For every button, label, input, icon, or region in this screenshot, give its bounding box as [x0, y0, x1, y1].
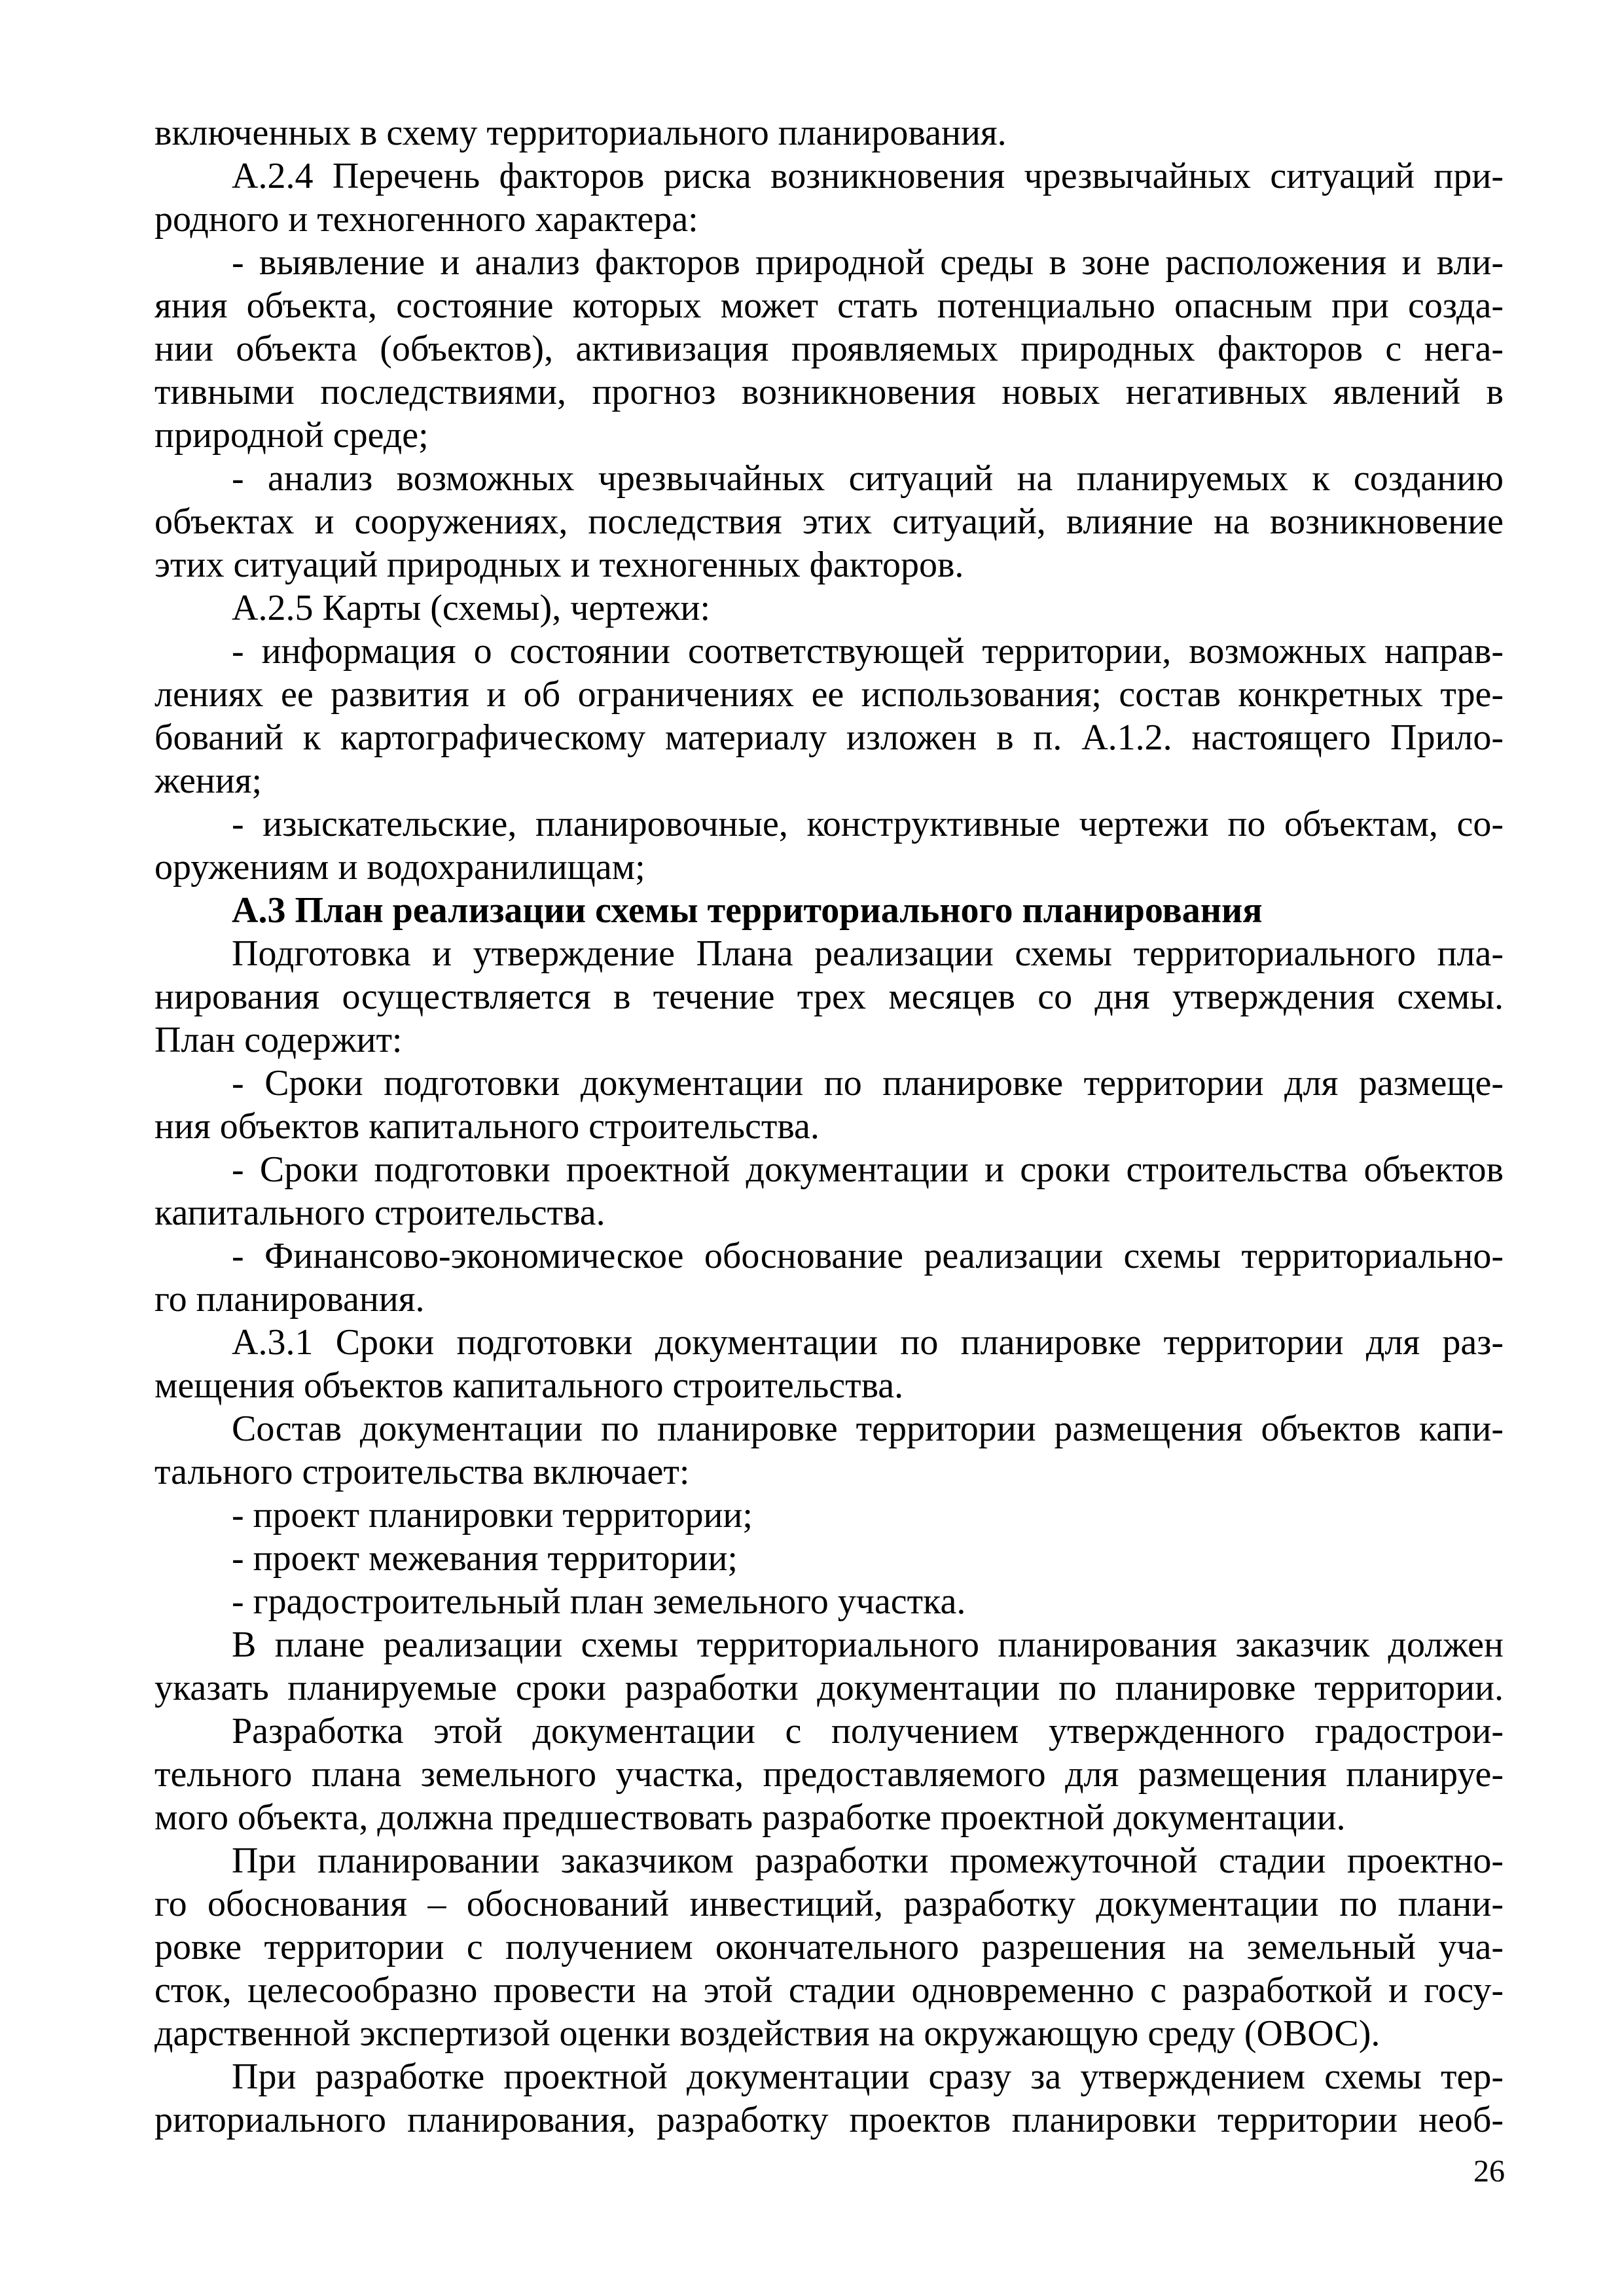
document-page	[154, 111, 1504, 2142]
text-line: яния объекта, состояние которых может стать потенциально опасным при созда-	[154, 285, 1504, 326]
text-line: риториального планирования, разработку проектов планировки территории необ-	[154, 2100, 1504, 2140]
text-line: сток, целесообразно провести на этой стадии одновременно с разработкой и госу-	[154, 1970, 1504, 2011]
text-line: - Сроки подготовки проектной документации и сроки строительства объектов	[232, 1149, 1504, 1190]
text-line: - Финансово-экономическое обоснование реализации схемы территориально-	[232, 1236, 1504, 1276]
text-line: включенных в схему территориального планирования.	[154, 113, 1007, 153]
text-line: - выявление и анализ факторов природной среды в зоне расположения и вли-	[232, 242, 1504, 283]
text-line: В плане реализации схемы территориального планирования заказчик должен	[232, 1624, 1504, 1665]
text-line: родного и техногенного характера:	[154, 199, 698, 240]
text-line: этих ситуаций природных и техногенных факторов.	[154, 545, 964, 585]
text-line: - анализ возможных чрезвычайных ситуаций на планируемых к созданию	[232, 458, 1504, 499]
text-line: А.2.5 Карты (схемы), чертежи:	[232, 588, 711, 628]
text-line: капитального строительства.	[154, 1193, 605, 1233]
page-number: 26	[1473, 2154, 1505, 2189]
text-line: дарственной экспертизой оценки воздействия на окружающую среду (ОВОС).	[154, 2013, 1380, 2054]
text-line: го обоснования – обоснований инвестиций, разработку документации по плани-	[154, 1884, 1504, 1924]
text-line: - информация о состоянии соответствующей территории, возможных направ-	[232, 631, 1504, 672]
text-line: План содержит:	[154, 1020, 403, 1060]
text-line: Подготовка и утверждение Плана реализации схемы территориального пла-	[232, 933, 1504, 974]
text-line: - изыскательские, планировочные, конструктивные чертежи по объектам, со-	[232, 804, 1504, 844]
text-line: го планирования.	[154, 1279, 425, 1319]
text-line: А.3.1 Сроки подготовки документации по планировке территории для раз-	[232, 1322, 1504, 1363]
list-item: - градостроительный план земельного участка.	[232, 1581, 966, 1622]
text-line: При планировании заказчиком разработки промежуточной стадии проектно-	[232, 1840, 1504, 1881]
text-line: тельного плана земельного участка, предоставляемого для размещения планируе-	[154, 1754, 1504, 1795]
text-line: Разработка этой документации с получением утвержденного градострои-	[232, 1711, 1504, 1751]
text-line: А.2.4 Перечень факторов риска возникновения чрезвычайных ситуаций при-	[232, 156, 1504, 196]
text-line: тального строительства включает:	[154, 1452, 690, 1492]
text-line: жения;	[154, 761, 262, 801]
text-line: мого объекта, должна предшествовать разработке проектной документации.	[154, 1797, 1346, 1838]
text-line: Состав документации по планировке территории размещения объектов капи-	[232, 1408, 1504, 1449]
text-line: бований к картографическому материалу изложен в п. А.1.2. настоящего Прило-	[154, 717, 1504, 758]
text-line: указать планируемые сроки разработки документации по планировке территории.	[154, 1668, 1504, 1708]
text-line: природной среде;	[154, 415, 429, 456]
text-line: ровке территории с получением окончательного разрешения на земельный уча-	[154, 1927, 1504, 1967]
text-line: мещения объектов капитального строительства.	[154, 1365, 904, 1406]
text-line: ния объектов капитального строительства.	[154, 1106, 820, 1147]
text-line: оружениям и водохранилищам;	[154, 847, 645, 888]
list-item: - проект межевания территории;	[232, 1538, 738, 1579]
text-line: объектах и сооружениях, последствия этих ситуаций, влияние на возникновение	[154, 501, 1504, 542]
text-line: тивными последствиями, прогноз возникновения новых негативных явлений в	[154, 372, 1504, 412]
text-line: нирования осуществляется в течение трех месяцев со дня утверждения схемы.	[154, 977, 1504, 1017]
text-line: нии объекта (объектов), активизация проявляемых природных факторов с нега-	[154, 329, 1504, 369]
text-line: лениях ее развития и об ограничениях ее использования; состав конкретных тре-	[154, 674, 1504, 715]
text-line: - Сроки подготовки документации по планировке территории для размеще-	[232, 1063, 1504, 1103]
list-item: - проект планировки территории;	[232, 1495, 753, 1535]
section-heading: А.3 План реализации схемы территориального планирования	[232, 890, 1263, 931]
text-line: При разработке проектной документации сразу за утверждением схемы тер-	[232, 2056, 1504, 2097]
